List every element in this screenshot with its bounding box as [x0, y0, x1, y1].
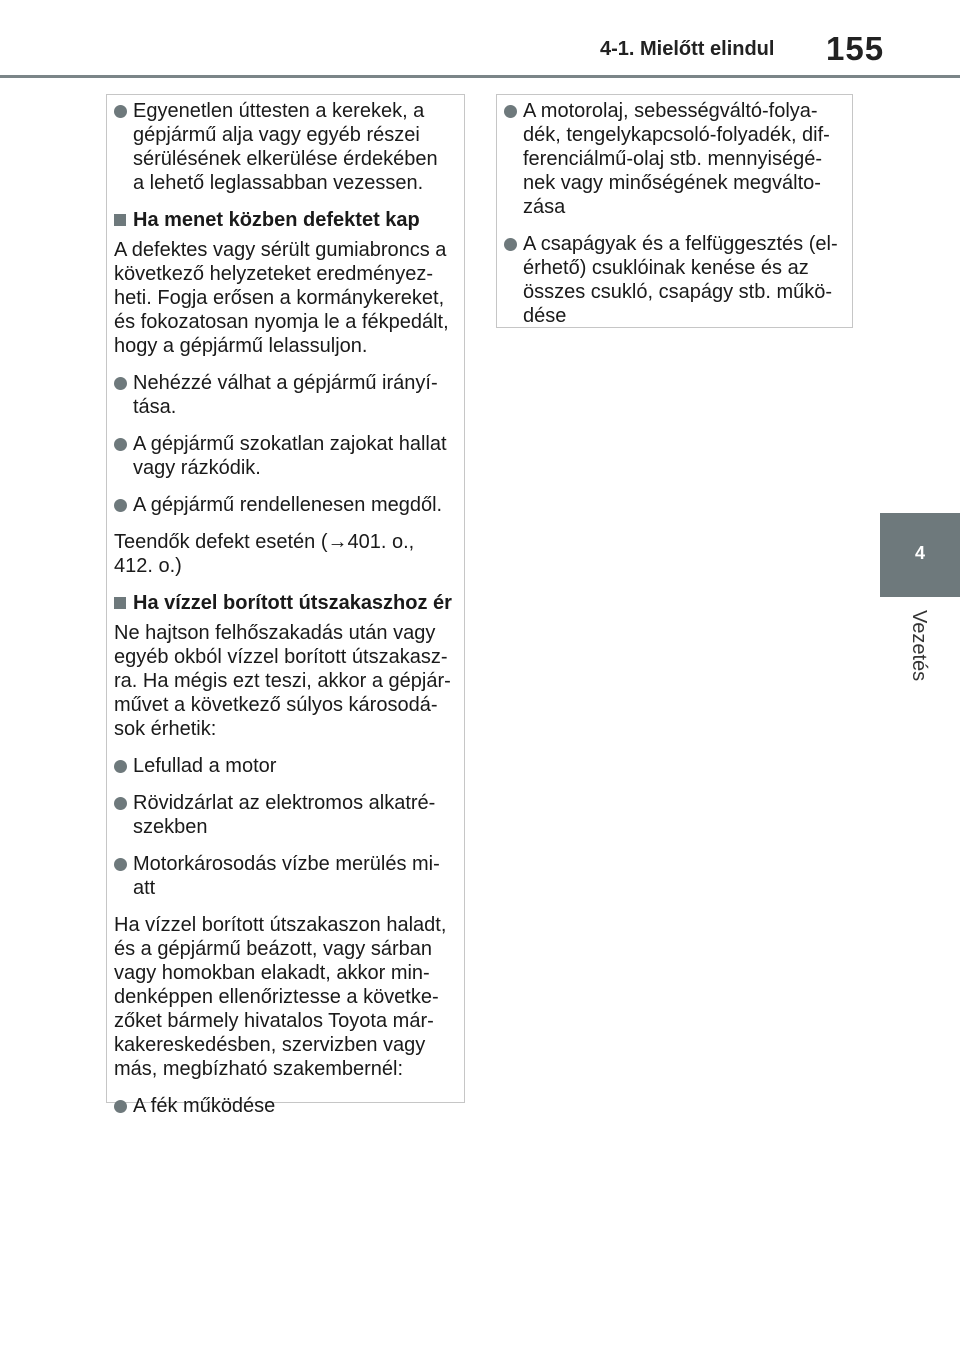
section-title: 4-1. Mielőtt elindul [600, 38, 775, 60]
paragraph: A defektes vagy sérült gumiabroncs a következő helyzeteket eredményez-heti. Fogja erősen a kormánykereket, és fokozatosan nyomja le a fékpedált, hogy a gépjármű lelassuljon. [114, 239, 449, 357]
list-item-text: A gépjármű szokatlan zajokat hallat vagy rázkódik. [133, 433, 447, 479]
right-info-box [496, 94, 853, 328]
list-item-text: Motorkárosodás vízbe merülés mi-att [133, 853, 440, 899]
bullet-dot-icon [114, 858, 127, 871]
page-number: 155 [826, 30, 885, 67]
list-item-text: Egyenetlen úttesten a kerekek, a gépjármű alja vagy egyéb részei sérülésének elkerülése érdekében a lehető leglassabban vezessen. [133, 100, 438, 194]
list-item-text: Rövidzárlat az elektromos alkatré-szekben [133, 792, 436, 838]
bullet-dot-icon [114, 760, 127, 773]
list-item [509, 99, 840, 219]
bullet-dot-icon [114, 499, 127, 512]
list-item-text: Lefullad a motor [133, 755, 277, 777]
page-header [0, 0, 960, 80]
cross-reference-paragraph: Teendők defekt esetén (→401. o., 412. o.) [114, 531, 415, 577]
section-heading [119, 208, 452, 232]
section-heading-text: Ha vízzel borított útszakaszhoz ér [133, 592, 452, 614]
list-item [119, 754, 452, 778]
bullet-dot-icon [504, 238, 517, 251]
bullet-dot-icon [114, 105, 127, 118]
bullet-dot-icon [114, 377, 127, 390]
paragraph: Ne hajtson felhőszakadás után vagy egyéb okból vízzel borított útszakasz-ra. Ha mégis ezt teszi, akkor a gépjár-művet a következő súlyos károsodá-sok érhetik: [114, 622, 451, 740]
bullet-dot-icon [114, 1100, 127, 1113]
chapter-number: 4 [914, 543, 925, 563]
list-item [119, 1094, 452, 1118]
section-heading [119, 591, 452, 615]
header-divider [0, 75, 960, 78]
list-item [509, 232, 840, 328]
list-item-text: A csapágyak és a felfüggesztés (el-érhető) csuklóinak kenése és az összes csukló, csapágy stb. műkö-dése [523, 233, 838, 327]
square-bullet-icon [114, 597, 126, 609]
bullet-dot-icon [114, 438, 127, 451]
square-bullet-icon [114, 214, 126, 226]
chapter-tab [880, 513, 960, 597]
bullet-dot-icon [504, 105, 517, 118]
list-item [119, 493, 452, 517]
list-item-text: A motorolaj, sebességváltó-folya-dék, tengelykapcsoló-folyadék, dif-ferenciálmű-olaj stb. mennyiségé-nek vagy minőségének megválto-zása [523, 100, 830, 218]
list-item [119, 852, 452, 900]
list-item-text: A gépjármű rendellenesen megdől. [133, 494, 443, 516]
list-item [119, 371, 452, 419]
left-info-box [106, 94, 465, 1117]
list-item [119, 791, 452, 839]
list-item-text: A fék működése [133, 1095, 276, 1117]
bullet-dot-icon [114, 797, 127, 810]
paragraph: Ha vízzel borított útszakaszon haladt, és a gépjármű beázott, vagy sárban vagy homokban elakadt, akkor min-denképpen ellenőriztesse a követke-zőket bármely hivatalos Toyota már-kakereskedésben, szervizben vagy más, megbízható szakembernél: [114, 914, 447, 1080]
list-item-text: Nehézzé válhat a gépjármű irányí-tása. [133, 372, 438, 418]
section-heading-text: Ha menet közben defektet kap [133, 209, 420, 231]
chapter-label: Vezetés [908, 610, 930, 682]
list-item [119, 432, 452, 480]
list-item [119, 99, 452, 195]
